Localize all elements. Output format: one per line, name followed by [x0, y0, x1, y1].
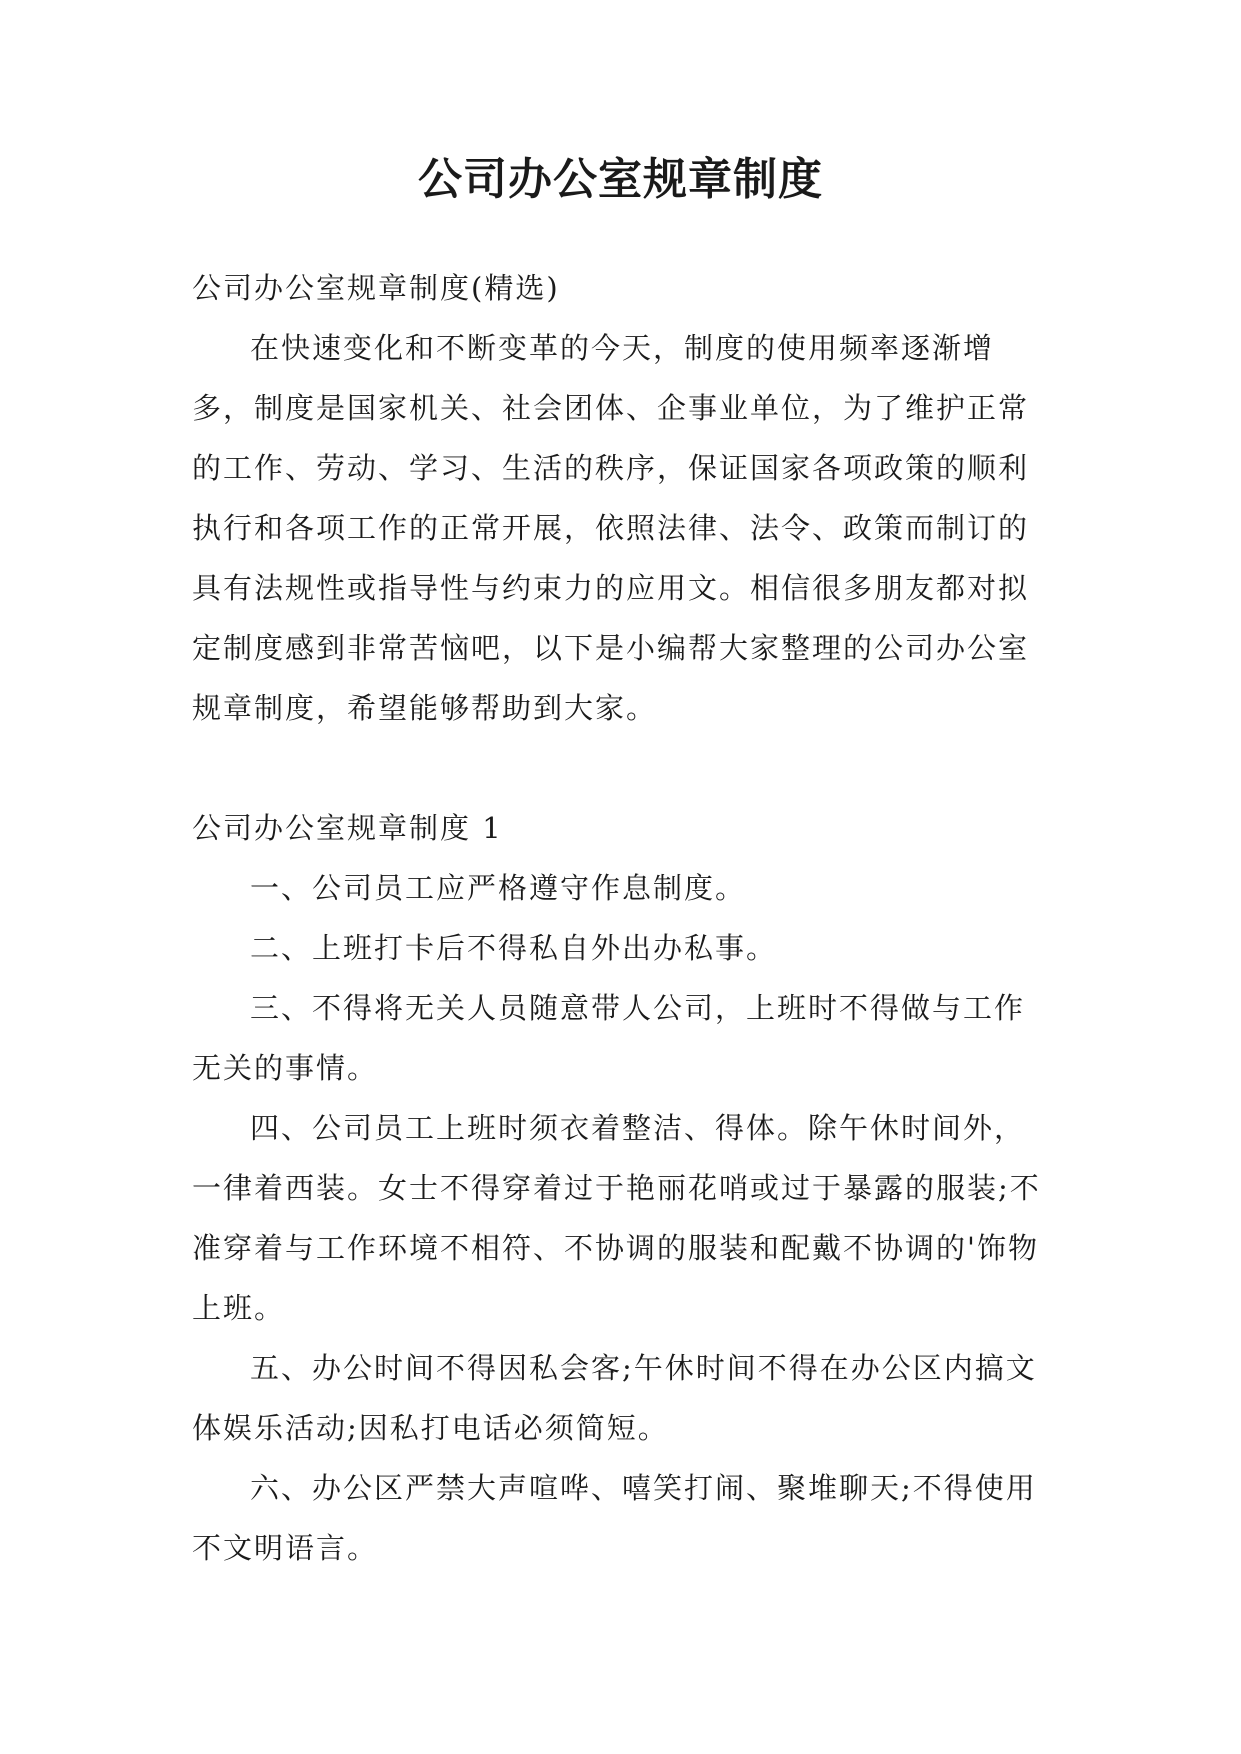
- rule-item: 四、公司员工上班时须衣着整洁、得体。除午休时间外，一律着西装。女士不得穿着过于艳丽花哨或过于暴露的服装;不准穿着与工作环境不相符、不协调的服装和配戴不协调的'饰物上班。: [192, 1111, 1041, 1325]
- section-heading: 公司办公室规章制度 1: [192, 811, 503, 845]
- rule-item: 一、公司员工应严格遵守作息制度。: [250, 871, 747, 905]
- rule-item: 五、办公时间不得因私会客;午休时间不得在办公区内搞文体娱乐活动;因私打电话必须简短。: [192, 1351, 1037, 1445]
- intro-paragraph: 在快速变化和不断变革的今天，制度的使用频率逐渐增多，制度是国家机关、社会团体、企事业单位，为了维护正常的工作、劳动、学习、生活的秩序，保证国家各项政策的顺利执行和各项工作的正常开展，依照法律、法令、政策而制订的具有法规性或指导性与约束力的应用文。相信很多朋友都对拟定制度感到非常苦恼吧，以下是小编帮大家整理的公司办公室规章制度，希望能够帮助到大家。: [192, 331, 1030, 725]
- rule-item: 三、不得将无关人员随意带人公司，上班时不得做与工作无关的事情。: [192, 991, 1026, 1085]
- document-body: [192, 258, 1054, 1578]
- document-title: 公司办公室规章制度: [418, 154, 823, 205]
- rule-item: 六、办公区严禁大声喧哗、嘻笑打闹、聚堆聊天;不得使用不文明语言。: [192, 1471, 1037, 1565]
- rule-item: 二、上班打卡后不得私自外出办私事。: [250, 931, 778, 965]
- document-subtitle: 公司办公室规章制度(精选): [192, 271, 560, 305]
- section-spacer: [192, 738, 1054, 798]
